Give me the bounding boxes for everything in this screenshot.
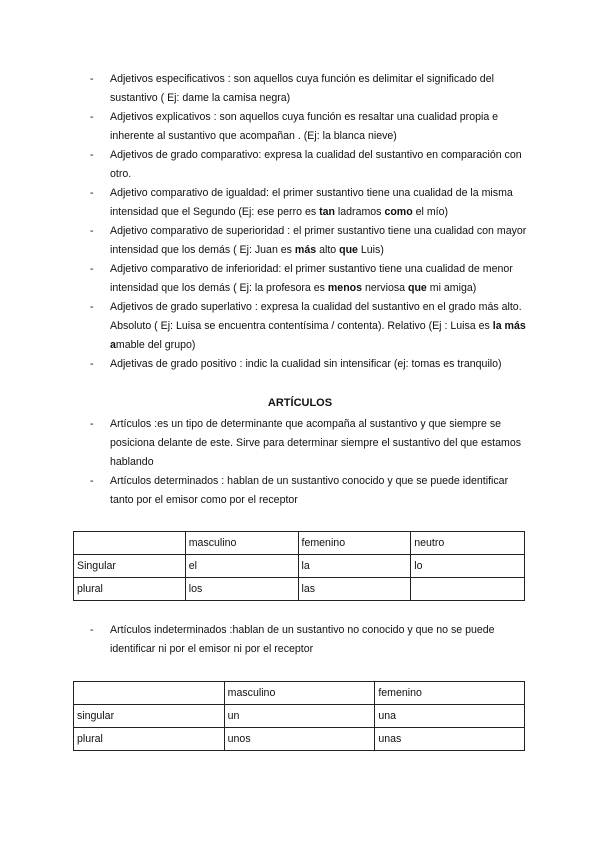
item-text-part: Adjetivo comparativo de igualdad: el primer sustantivo tiene una cualidad de la misma intensidad que el Segundo (Ej: ese perro es bbox=[110, 187, 513, 218]
bullet-dash: - bbox=[90, 301, 94, 313]
table-cell: femenino bbox=[298, 532, 411, 555]
item-text: Artículos :es un tipo de determinante que acompaña al sustantivo y que siempre se posiciona delante de este. Sirve para determinar siempre el sustantivo del que estamos hablando bbox=[110, 418, 522, 468]
item-text-part: mi amiga) bbox=[426, 282, 477, 294]
indefinite-articles-list bbox=[90, 621, 530, 659]
list-item bbox=[90, 621, 530, 659]
table-cell: Singular bbox=[74, 555, 186, 578]
table-cell: plural bbox=[74, 578, 186, 601]
bullet-dash: - bbox=[90, 418, 94, 430]
item-text: Adjetivos de grado comparativo: expresa la cualidad del sustantivo en comparación con otro. bbox=[110, 149, 522, 180]
list-item bbox=[90, 70, 530, 108]
table-cell: el bbox=[185, 555, 298, 578]
item-text-part: mable del grupo) bbox=[115, 339, 196, 351]
item-text-part: ladramos bbox=[334, 206, 385, 218]
list-item bbox=[90, 472, 530, 510]
table-cell: una bbox=[375, 705, 525, 728]
bullet-dash: - bbox=[90, 358, 94, 370]
table-cell: masculino bbox=[224, 682, 375, 705]
item-text-part: Adjetivos de grado superlativo : expresa la cualidad del sustantivo en el grado más alto. Absoluto ( Ej: Luisa se encuentra contentísima / contenta). Relativo (Ej : Luisa es bbox=[110, 301, 522, 332]
bold-word: que bbox=[339, 244, 358, 256]
indefinite-articles-table bbox=[73, 681, 525, 751]
table-cell: unos bbox=[224, 728, 375, 751]
bullet-dash: - bbox=[90, 187, 94, 199]
bullet-dash: - bbox=[90, 73, 94, 85]
item-text-part: nerviosa bbox=[362, 282, 408, 294]
table-cell bbox=[411, 578, 525, 601]
table-header-row bbox=[74, 532, 525, 555]
table-row bbox=[74, 705, 525, 728]
section-heading: ARTÍCULOS bbox=[267, 397, 333, 409]
table-cell: lo bbox=[411, 555, 525, 578]
bullet-dash: - bbox=[90, 111, 94, 123]
adjectives-list bbox=[90, 70, 530, 374]
bold-word: menos bbox=[327, 282, 363, 294]
bold-word: la más a bbox=[110, 320, 526, 351]
table-cell: unas bbox=[375, 728, 525, 751]
table-cell: un bbox=[224, 705, 375, 728]
item-text-part: alto bbox=[316, 244, 340, 256]
list-item bbox=[90, 415, 530, 472]
table-cell: femenino bbox=[375, 682, 525, 705]
table-cell: neutro bbox=[411, 532, 525, 555]
list-item bbox=[90, 298, 530, 355]
bold-word: tan bbox=[319, 206, 335, 218]
table-cell: singular bbox=[74, 705, 225, 728]
bold-word: que bbox=[407, 282, 427, 294]
bold-word: como bbox=[384, 206, 413, 218]
table-cell bbox=[74, 532, 186, 555]
bullet-dash: - bbox=[90, 475, 94, 487]
item-text-part: Luis) bbox=[357, 244, 384, 256]
item-text: Artículos indeterminados :hablan de un sustantivo no conocido y que no se puede identificar ni por el emisor ni por el receptor bbox=[110, 624, 495, 655]
articles-list bbox=[90, 415, 530, 510]
bullet-dash: - bbox=[90, 149, 94, 161]
list-item bbox=[90, 260, 530, 298]
list-item bbox=[90, 184, 530, 222]
item-text-part: el mío) bbox=[412, 206, 449, 218]
item-text: Adjetivos especificativos : son aquellos cuya función es delimitar el significado del sustantivo ( Ej: dame la camisa negra) bbox=[110, 73, 494, 104]
definite-articles-table bbox=[73, 531, 525, 601]
list-item bbox=[90, 355, 530, 374]
table-cell: masculino bbox=[185, 532, 298, 555]
table-cell: los bbox=[185, 578, 298, 601]
item-text-part: Adjetivo comparativo de inferioridad: el primer sustantivo tiene una cualidad de menor intensidad que los demás ( Ej: la profesora es bbox=[110, 263, 513, 294]
table-header-row bbox=[74, 682, 525, 705]
table-row bbox=[74, 728, 525, 751]
item-text: Adjetivas de grado positivo : indic la cualidad sin intensificar (ej: tomas es tranquilo) bbox=[110, 358, 502, 370]
item-text-part: Adjetivo comparativo de superioridad : el primer sustantivo tiene una cualidad con mayor intensidad que los demás ( Ej: Juan es bbox=[110, 225, 527, 256]
bold-word: más bbox=[294, 244, 317, 256]
table-cell: plural bbox=[74, 728, 225, 751]
table-cell: las bbox=[298, 578, 411, 601]
list-item bbox=[90, 146, 530, 184]
table-row bbox=[74, 578, 525, 601]
table-cell: la bbox=[298, 555, 411, 578]
item-text: Adjetivos explicativos : son aquellos cuya función es resaltar una cualidad propia e inherente al sustantivo que acompañan . (Ej: la blanca nieve) bbox=[110, 111, 499, 142]
item-text: Artículos determinados : hablan de un sustantivo conocido y que se puede identificar tanto por el emisor como por el receptor bbox=[110, 475, 509, 506]
table-cell bbox=[74, 682, 225, 705]
list-item bbox=[90, 108, 530, 146]
bullet-dash: - bbox=[90, 225, 94, 237]
list-item bbox=[90, 222, 530, 260]
table-row bbox=[74, 555, 525, 578]
bullet-dash: - bbox=[90, 624, 94, 636]
bullet-dash: - bbox=[90, 263, 94, 275]
